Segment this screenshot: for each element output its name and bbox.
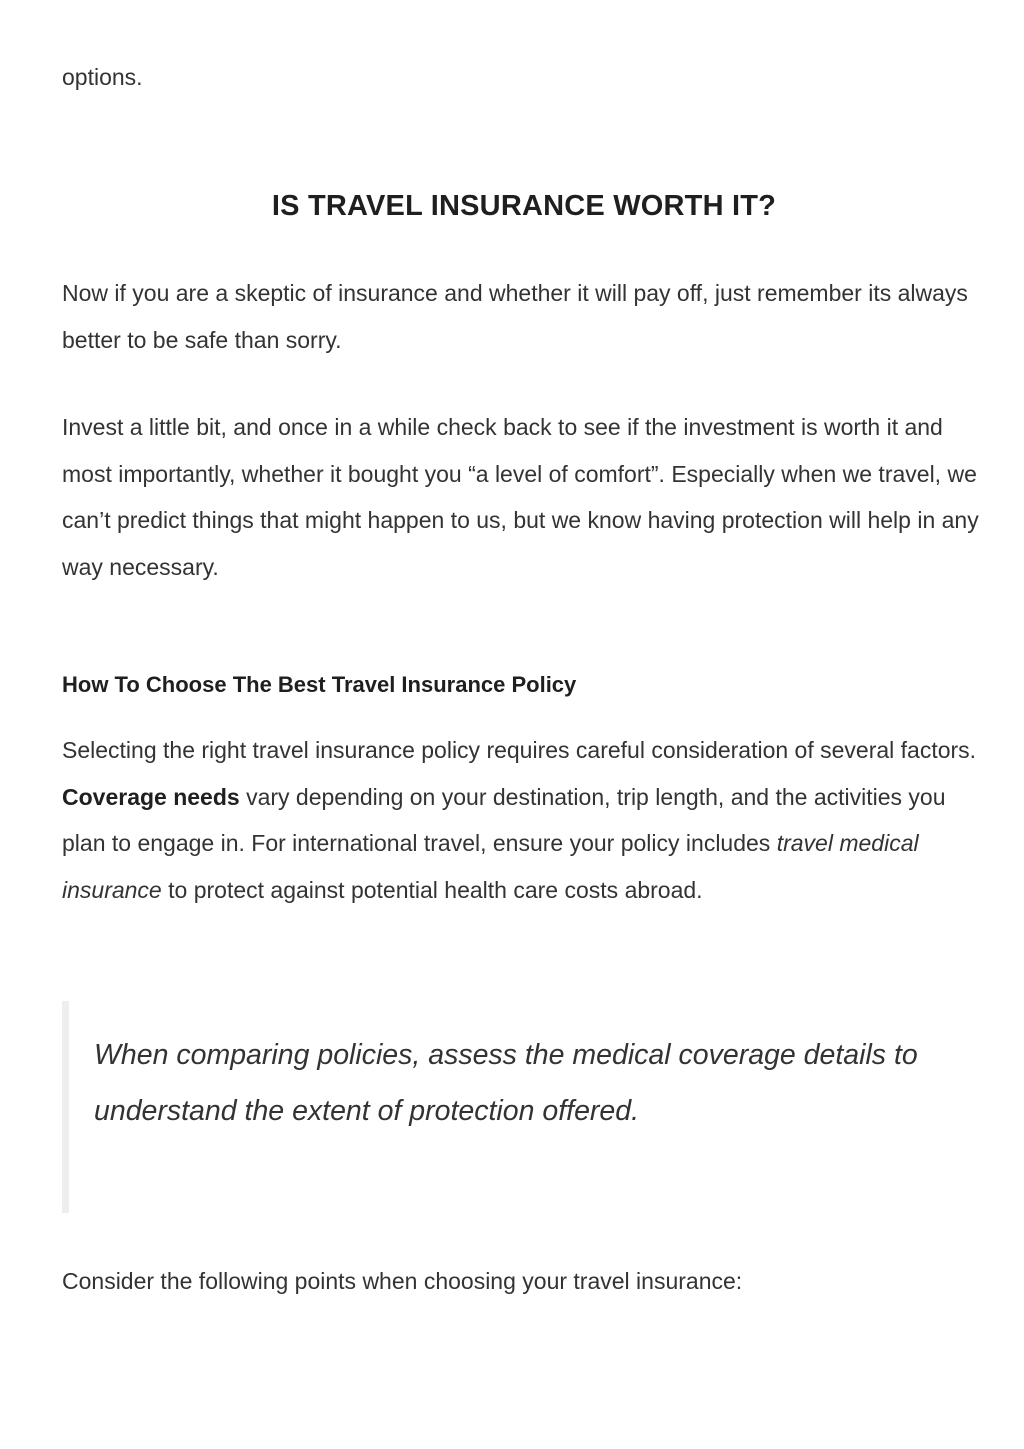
- paragraph-choosing-text-3: to protect against potential health care costs abroad.: [168, 876, 703, 903]
- subsection-heading: How To Choose The Best Travel Insurance Policy: [62, 672, 577, 697]
- paragraph-skeptic: Now if you are a skeptic of insurance and whether it will pay off, just remember its always better to be safe than sorry.: [62, 280, 968, 353]
- lead-paragraph-fragment: options.: [62, 64, 143, 90]
- blockquote-text: When comparing policies, assess the medical coverage details to understand the extent of protection offered.: [94, 1039, 918, 1127]
- coverage-needs-emphasis: Coverage needs: [62, 783, 240, 810]
- travel-medical-insurance-emphasis: travel medical insurance: [62, 830, 919, 903]
- paragraph-choosing: [62, 727, 986, 913]
- section-heading: IS TRAVEL INSURANCE WORTH IT?: [271, 190, 777, 222]
- paragraph-invest: Invest a little bit, and once in a while check back to see if the investment is worth it and most importantly, whether it bought you “a level of comfort”. Especially when we travel, we can’t predict things that might happen to us, but we know having protection will help in any way necessary.: [62, 414, 979, 580]
- blockquote: [62, 1001, 986, 1213]
- paragraph-choosing-text-1: Selecting the right travel insurance policy requires careful consideration of several factors.: [62, 737, 977, 763]
- paragraph-choosing-text-2: vary depending on your destination, trip length, and the activities you plan to engage in. For international travel, ensure your policy includes: [62, 783, 946, 856]
- paragraph-consider: Consider the following points when choosing your travel insurance:: [62, 1268, 743, 1294]
